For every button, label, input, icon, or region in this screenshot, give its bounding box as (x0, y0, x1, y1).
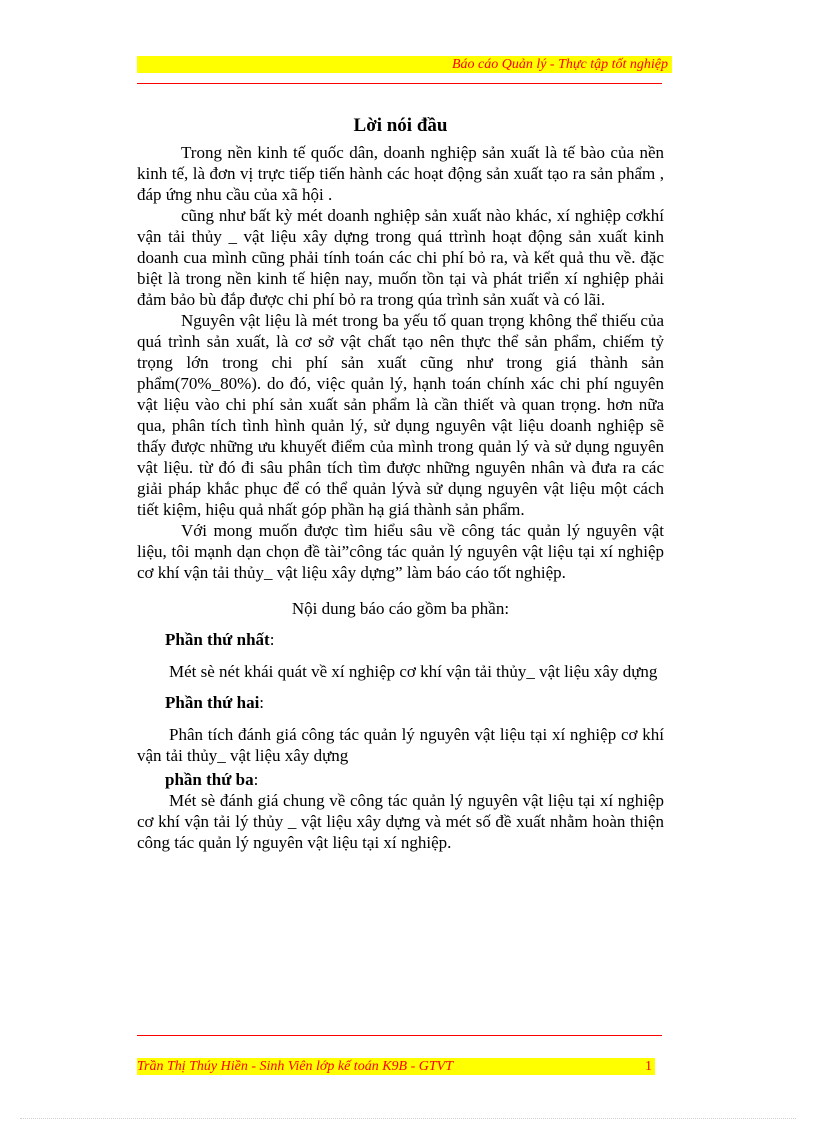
page-number: 1 (645, 1059, 652, 1074)
page-edge-divider (20, 1118, 796, 1119)
part-3-heading-text: phần thứ ba (165, 770, 254, 789)
part-3-heading-colon: : (253, 770, 259, 789)
intro-paragraph-1: Trong nền kinh tế quốc dân, doanh nghiệp sản xuất là tế bào của nền kinh tế, là đơn vị trực tiếp tiến hành các hoạt động sản xuất tạo ra sản phẩm , đáp ứng nhu cầu của xã hội . (137, 143, 664, 204)
intro-paragraph-2: cũng như bất kỳ mét doanh nghiệp sản xuất nào khác, xí nghiệp cơkhí vận tải thủy _ vật liệu xây dựng trong quá ttrình hoạt động sản xuất kinh doanh cua mình cũng phải tính toán các chi phí bỏ ra, và kết quả thu về. đặc biệt là trong nền kinh tế hiện nay, muốn tồn tại và phát triển xí nghiệp phải đảm bảo bù đắp được chi phí bỏ ra trong qúa trình sản xuất và có lãi. (137, 206, 664, 309)
part-1-heading-text: Phần thứ nhất (165, 630, 270, 649)
header-rule (137, 83, 662, 84)
part-2-heading-text: Phần thứ hai (165, 693, 260, 712)
part-2-heading-colon: : (259, 693, 265, 712)
intro-paragraph-3: Nguyên vật liệu là mét trong ba yếu tố quan trọng không thể thiếu của quá trình sản xuất, là cơ sở vật chất tạo nên thực thể sản phẩm, chiếm tỷ trọng lớn trong chi phí sản xuất cũng như trong giá thành sản phẩm(70%_80%). do đó, việc quản lý, hạnh toán chính xác chi phí nguyên vật liệu vào chi phí sản xuất sản phẩm là cần thiết và quan trọng. hơn nữa qua, phân tích tình hình quản lý, sử dụng nguyên vật liệu doanh nghiệp sẽ thấy được những ưu khuyết điểm của mình trong quản lý và sử dụng nguyên vật liệu. từ đó đi sâu phân tích tìm được những nguyên nhân và đưa ra các giải pháp khắc phục để có thể quản lývà sử dụng nguyên vật liệu một cách tiết kiệm, hiệu quả nhất góp phần hạ giá thành sản phẩm. (137, 311, 664, 519)
document-body (137, 114, 664, 853)
outline-intro: Nội dung báo cáo gồm ba phần: (291, 599, 510, 618)
part-2-heading (165, 692, 664, 713)
part-1-heading (165, 629, 664, 650)
footer-rule (137, 1035, 662, 1036)
part-2-body: Phân tích đánh giá công tác quản lý nguyên vật liệu tại xí nghiệp cơ khí vận tải thủy_ vật liệu xây dựng (137, 725, 664, 765)
document-title: Lời nói đầu (353, 115, 448, 136)
part-1-body: Mét sè nét khái quát về xí nghiệp cơ khí vận tải thủy_ vật liệu xây dựng (169, 662, 658, 681)
running-header-title: Báo cáo Quản lý - Thực tập tốt nghiệp (451, 57, 668, 72)
part-3-heading (165, 769, 664, 790)
footer-author-line: Trần Thị Thúy Hiền - Sinh Viên lớp kế toán K9B - GTVT (137, 1059, 453, 1074)
running-header (137, 56, 672, 73)
part-1-heading-colon: : (269, 630, 275, 649)
part-3-body: Mét sè đánh giá chung về công tác quản lý nguyên vật liệu tại xí nghiệp cơ khí vận tải lý thủy _ vật liệu xây dựng và mét số đề xuất nhằm hoàn thiện công tác quản lý nguyên vật liệu tại xí nghiệp. (137, 791, 664, 852)
running-footer (137, 1058, 655, 1075)
intro-paragraph-4: Với mong muốn được tìm hiểu sâu về công tác quản lý nguyên vật liệu, tôi mạnh dạn chọn đề tài”công tác quản lý nguyên vật liệu tại xí nghiệp cơ khí vận tải thủy_ vật liệu xây dựng” làm báo cáo tốt nghiệp. (137, 521, 664, 582)
